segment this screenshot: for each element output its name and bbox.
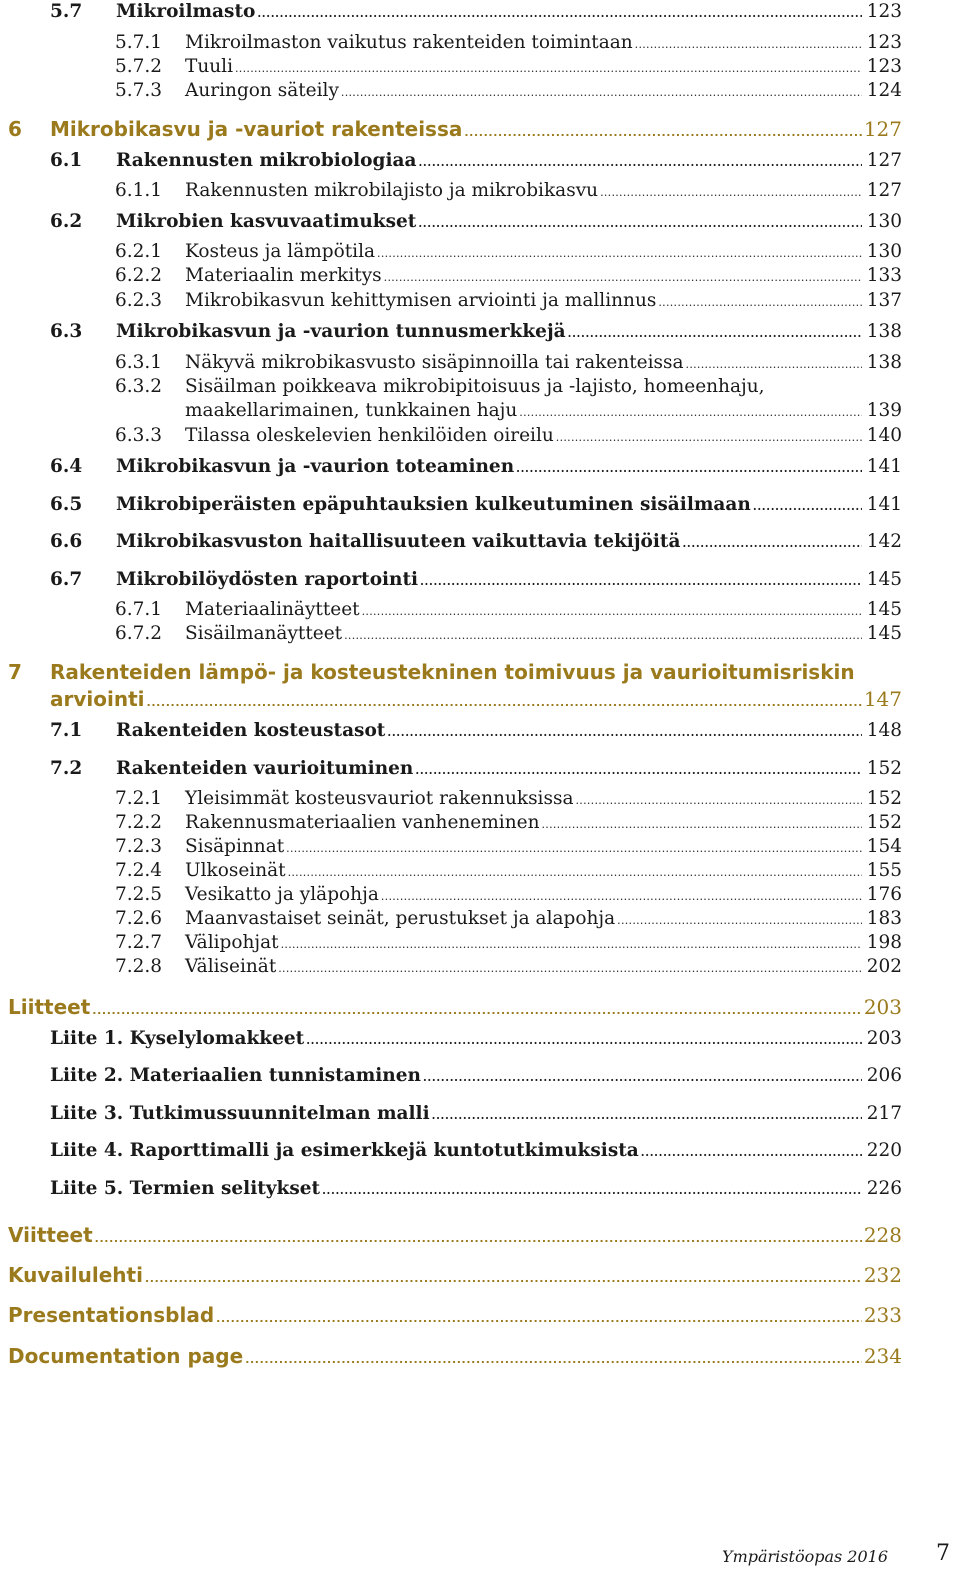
page-number: 155 (866, 860, 902, 881)
page-number: 138 (866, 352, 902, 373)
page-number: 198 (866, 932, 902, 953)
page-number: 183 (866, 908, 902, 929)
dot-leader (341, 80, 862, 101)
section-title: Liitteet (8, 995, 91, 1019)
dot-leader (257, 1, 862, 22)
page-number: 217 (866, 1103, 902, 1124)
section-number: 7.2.1 (115, 788, 163, 809)
section-number: 6 (8, 117, 22, 141)
section-number: 5.7.3 (115, 80, 163, 101)
section-title: Mikrobikasvun ja -vaurion toteaminen (116, 456, 515, 477)
toc-entry[interactable] (50, 211, 902, 232)
page-number: 124 (866, 80, 902, 101)
dot-leader (568, 321, 862, 342)
page-number: 145 (866, 623, 902, 644)
section-number: 6.3.1 (115, 352, 163, 373)
dot-leader (381, 884, 862, 905)
section-title: Auringon säteily (185, 80, 339, 101)
section-number: 6.7 (50, 569, 83, 590)
section-title: Ulkoseinät (185, 860, 286, 881)
page-number: 152 (866, 812, 902, 833)
section-title: Vesikatto ja yläpohja (185, 884, 379, 905)
page-number: 203 (866, 1028, 902, 1049)
section-number: 6.2.3 (115, 290, 163, 311)
toc-entry-references[interactable] (8, 1223, 902, 1247)
section-title-continued: arviointi (50, 687, 145, 711)
section-title: Liite 2. Materiaalien tunnistaminen (50, 1065, 421, 1086)
publication-name: Ympäristöopas 2016 (722, 1547, 888, 1566)
section-number: 5.7 (50, 1, 83, 22)
section-title: Mikrobikasvuston haitallisuuteen vaikuttavia tekijöitä (116, 531, 681, 552)
dot-leader (418, 150, 862, 171)
page-number: 123 (866, 32, 902, 53)
toc-entry-appendix[interactable] (50, 1178, 902, 1199)
dot-leader (322, 1178, 862, 1199)
toc-entry[interactable] (115, 265, 902, 286)
page-number: 137 (866, 290, 902, 311)
page-number: 154 (866, 836, 902, 857)
section-title: Väliseinät (185, 956, 277, 977)
toc-entry[interactable] (50, 531, 902, 552)
section-title-continued: maakellarimainen, tunkkainen haju (185, 400, 518, 421)
dot-leader (423, 1065, 862, 1086)
dot-leader (281, 932, 862, 953)
section-number: 6.5 (50, 494, 83, 515)
toc-entry[interactable] (50, 569, 902, 590)
section-number: 6.4 (50, 456, 83, 477)
section-number: 7.2 (50, 758, 83, 779)
section-title: Mikrobilöydösten raportointi (116, 569, 419, 590)
section-number: 6.3 (50, 321, 83, 342)
page-number: 220 (866, 1140, 902, 1161)
page-number: 145 (866, 599, 902, 620)
page-number: 203 (863, 995, 902, 1019)
section-title: Rakennusten mikrobiologiaa (116, 150, 417, 171)
section-number: 6.7.2 (115, 623, 163, 644)
section-number: 6.1 (50, 150, 83, 171)
toc-entry-appendix[interactable] (50, 1103, 902, 1124)
toc-entry[interactable] (115, 56, 902, 77)
dot-leader (542, 812, 863, 833)
page-number: 232 (863, 1263, 902, 1287)
dot-leader (519, 400, 862, 421)
dot-leader (306, 1028, 862, 1049)
toc-entry-appendix[interactable] (50, 1028, 902, 1049)
section-title: Mikroilmaston vaikutus rakenteiden toimintaan (185, 32, 633, 53)
section-title: Rakennusmateriaalien vanheneminen (185, 812, 540, 833)
toc-entry[interactable] (115, 352, 902, 373)
toc-entry[interactable] (50, 720, 902, 741)
toc-entry-appendix[interactable] (50, 1065, 902, 1086)
dot-leader (288, 860, 862, 881)
toc-entry[interactable] (115, 884, 902, 905)
section-title: Rakennusten mikrobilajisto ja mikrobikasvu (185, 180, 599, 201)
dot-leader (576, 788, 863, 809)
toc-entry[interactable] (115, 80, 902, 101)
toc-entry[interactable] (115, 425, 902, 446)
dot-leader (556, 425, 862, 446)
page-number: 130 (866, 241, 902, 262)
section-number: 7.2.8 (115, 956, 163, 977)
section-title: Liite 1. Kyselylomakkeet (50, 1028, 305, 1049)
dot-leader (516, 456, 862, 477)
section-title: Sisäpinnat (185, 836, 285, 857)
page-number: 233 (863, 1303, 902, 1327)
dot-leader (682, 531, 862, 552)
section-title: Viitteet (8, 1223, 93, 1247)
section-number: 7.2.3 (115, 836, 163, 857)
page-number: 138 (866, 321, 902, 342)
toc-entry[interactable] (115, 180, 902, 201)
section-title: Mikrobikasvun ja -vaurion tunnusmerkkejä (116, 321, 566, 342)
toc-entry[interactable] (115, 241, 902, 262)
dot-leader (384, 265, 862, 286)
page-number: 141 (866, 456, 902, 477)
toc-entry[interactable] (115, 836, 902, 857)
page-number: 123 (866, 1, 902, 22)
section-number: 7.2.5 (115, 884, 163, 905)
section-title: Rakenteiden vaurioituminen (116, 758, 414, 779)
dot-leader (92, 995, 862, 1019)
section-title: Välipohjat (185, 932, 279, 953)
page-number: 139 (866, 400, 902, 421)
toc-entry-continuation[interactable] (50, 687, 902, 711)
dot-leader (420, 569, 862, 590)
page-number: 130 (866, 211, 902, 232)
toc-entry[interactable] (115, 812, 902, 833)
dot-leader (235, 56, 862, 77)
section-number: 6.6 (50, 531, 83, 552)
toc-entry[interactable] (50, 150, 902, 171)
dot-leader (278, 956, 862, 977)
page-number: 152 (866, 758, 902, 779)
toc-entry-continuation[interactable] (185, 400, 902, 421)
toc-entry[interactable] (115, 32, 902, 53)
page-number: 127 (866, 180, 902, 201)
section-number: 6.2 (50, 211, 83, 232)
dot-leader (600, 180, 862, 201)
dot-leader (145, 1263, 862, 1287)
section-title: Mikroilmasto (116, 1, 256, 22)
dot-leader (418, 211, 862, 232)
toc-entry[interactable] (115, 290, 902, 311)
dot-leader (415, 758, 862, 779)
section-number: 5.7.2 (115, 56, 163, 77)
section-title: Mikrobien kasvuvaatimukset (116, 211, 417, 232)
page-number: 202 (866, 956, 902, 977)
section-number: 6.2.2 (115, 265, 163, 286)
toc-entry-multiline[interactable] (8, 660, 855, 684)
dot-leader (245, 1344, 862, 1368)
toc-entry[interactable] (50, 758, 902, 779)
dot-leader (432, 1103, 862, 1124)
dot-leader (344, 623, 862, 644)
page-number: 140 (866, 425, 902, 446)
page-number: 152 (866, 788, 902, 809)
toc-entry-multiline[interactable] (115, 376, 765, 397)
section-title: Mikrobikasvu ja -vauriot rakenteissa (50, 117, 463, 141)
section-number: 7.2.7 (115, 932, 163, 953)
section-title: Sisäilman poikkeava mikrobipitoisuus ja -lajisto, homeenhaju, (185, 376, 765, 397)
toc-entry[interactable] (50, 321, 902, 342)
toc-entry-description-sheet[interactable] (8, 1263, 902, 1287)
section-title: Rakenteiden lämpö- ja kosteustekninen toimivuus ja vaurioitumisriskin (50, 660, 855, 684)
dot-leader (216, 1303, 862, 1327)
section-title: Yleisimmät kosteusvauriot rakennuksissa (185, 788, 574, 809)
page-number: 145 (866, 569, 902, 590)
page-number: 127 (866, 150, 902, 171)
page-number: 142 (866, 531, 902, 552)
section-title: Maanvastaiset seinät, perustukset ja alapohja (185, 908, 616, 929)
section-title: Rakenteiden kosteustasot (116, 720, 386, 741)
section-number: 5.7.1 (115, 32, 163, 53)
dot-leader (635, 32, 862, 53)
toc-entry[interactable] (50, 456, 902, 477)
section-title: Tuuli (185, 56, 234, 77)
dot-leader (95, 1223, 862, 1247)
page-number: 176 (866, 884, 902, 905)
section-number: 6.7.1 (115, 599, 163, 620)
toc-entry[interactable] (115, 908, 902, 929)
dot-leader (377, 241, 862, 262)
section-title: Presentationsblad (8, 1303, 215, 1327)
dot-leader (617, 908, 862, 929)
page-number: 123 (866, 56, 902, 77)
page-number: 147 (863, 687, 902, 711)
section-title: Kuvailulehti (8, 1263, 143, 1287)
toc-entry-documentation[interactable] (8, 1344, 902, 1368)
section-number: 7.2.4 (115, 860, 163, 881)
section-title: Materiaalin merkitys (185, 265, 382, 286)
toc-entry[interactable] (115, 788, 902, 809)
section-number: 7.2.6 (115, 908, 163, 929)
section-number: 7.1 (50, 720, 83, 741)
toc-entry-appendices[interactable] (8, 995, 902, 1019)
section-title: Näkyvä mikrobikasvusto sisäpinnoilla tai rakenteissa (185, 352, 684, 373)
section-title: Liite 4. Raporttimalli ja esimerkkejä kuntotutkimuksista (50, 1140, 639, 1161)
dot-leader (286, 836, 862, 857)
dot-leader (641, 1140, 862, 1161)
footer-page-number: 7 (936, 1541, 950, 1566)
dot-leader (686, 352, 862, 373)
section-number: 7.2.2 (115, 812, 163, 833)
section-title: Documentation page (8, 1344, 244, 1368)
dot-leader (362, 599, 862, 620)
section-title: Mikrobikasvun kehittymisen arviointi ja mallinnus (185, 290, 657, 311)
dot-leader (147, 687, 862, 711)
page-number: 226 (866, 1178, 902, 1199)
section-title: Mikrobiperäisten epäpuhtauksien kulkeutuminen sisäilmaan (116, 494, 751, 515)
section-number: 6.1.1 (115, 180, 163, 201)
section-title: Kosteus ja lämpötila (185, 241, 376, 262)
toc-entry[interactable] (115, 860, 902, 881)
section-title: Materiaalinäytteet (185, 599, 360, 620)
toc-entry[interactable] (115, 932, 902, 953)
section-number: 6.3.2 (115, 376, 163, 397)
page-footer (0, 1543, 960, 1573)
page-number: 127 (863, 117, 902, 141)
toc-entry-appendix[interactable] (50, 1140, 902, 1161)
toc-entry[interactable] (8, 117, 902, 141)
section-title: Liite 3. Tutkimussuunnitelman malli (50, 1103, 430, 1124)
toc-entry[interactable] (50, 494, 902, 515)
page-number: 148 (866, 720, 902, 741)
page-number: 133 (866, 265, 902, 286)
page-number: 228 (863, 1223, 902, 1247)
section-title: Tilassa oleskelevien henkilöiden oireilu (185, 425, 554, 446)
toc-entry[interactable] (50, 1, 902, 22)
dot-leader (658, 290, 862, 311)
toc-entry[interactable] (115, 623, 902, 644)
toc-entry[interactable] (115, 599, 902, 620)
page-number: 234 (863, 1344, 902, 1368)
dot-leader (464, 117, 861, 141)
page-number: 141 (866, 494, 902, 515)
dot-leader (387, 720, 862, 741)
section-title: Liite 5. Termien selitykset (50, 1178, 321, 1199)
toc-entry[interactable] (115, 956, 902, 977)
toc-entry-presentation[interactable] (8, 1303, 902, 1327)
section-number: 6.3.3 (115, 425, 163, 446)
page-number: 206 (866, 1065, 902, 1086)
section-number: 6.2.1 (115, 241, 163, 262)
dot-leader (753, 494, 862, 515)
section-title: Sisäilmanäytteet (185, 623, 343, 644)
section-number: 7 (8, 660, 22, 684)
